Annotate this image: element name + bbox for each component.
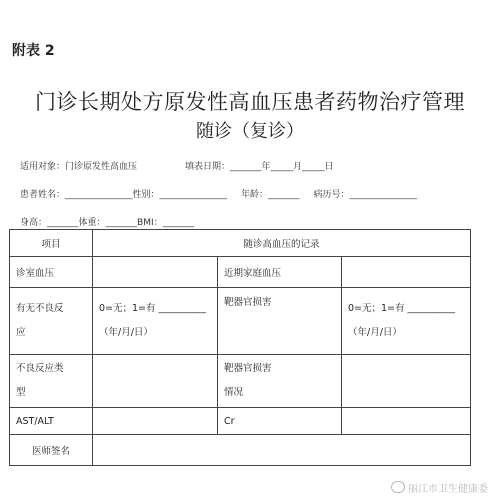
- document-subtitle: 随诊（复诊）: [196, 121, 304, 142]
- ast-alt-label: AST/ALT: [10, 408, 93, 435]
- applicable-field: 适用对象：门诊原发性高血压: [20, 162, 138, 172]
- adverse-reaction-value[interactable]: [93, 288, 218, 355]
- meta-line-1: [20, 159, 334, 172]
- organ-damage-label: 靶器官损害: [218, 288, 342, 355]
- table-row: [10, 408, 471, 435]
- patient-name-field: 患者姓名：_______________: [20, 190, 133, 200]
- watermark: [391, 480, 488, 495]
- watermark-text: 丽江市卫生健康委: [408, 484, 488, 495]
- height-field: 身高：_______: [20, 218, 79, 228]
- clinic-bp-value[interactable]: [93, 257, 218, 288]
- cr-value[interactable]: [342, 408, 471, 435]
- table-row: [10, 435, 471, 466]
- organ-status-label: [218, 355, 342, 408]
- gender-field: 性别：_______________: [132, 190, 228, 200]
- home-bp-value[interactable]: [342, 257, 471, 288]
- header-record: 随诊高血压的记录: [93, 230, 471, 257]
- organ-status-label-line1: 靶器官损害: [224, 363, 272, 374]
- clinic-bp-label: 诊室血压: [10, 257, 93, 288]
- doctor-sign-value[interactable]: [93, 435, 471, 466]
- adverse-choice-line1: 0=无；1=有 __________: [99, 303, 207, 314]
- adverse-type-label-line1: 不良反应类: [16, 363, 64, 374]
- fill-date-field: 填表日期：_______年_____月_____日: [185, 162, 334, 172]
- organ-damage-value[interactable]: [342, 288, 471, 355]
- document-title: 门诊长期处方原发性高血压患者药物治疗管理: [35, 90, 465, 114]
- table-row: [10, 230, 471, 257]
- record-no-field: 病历号：_______________: [313, 190, 418, 200]
- header-item: 项目: [10, 230, 93, 257]
- organ-choice-line2: （年/月/日）: [348, 327, 402, 338]
- adverse-reaction-label-line2: 应: [16, 327, 26, 338]
- organ-status-label-line2: 情况: [224, 387, 244, 398]
- meta-line-2: [20, 187, 417, 200]
- doctor-sign-label: 医师签名: [10, 435, 93, 466]
- home-bp-label: 近期家庭血压: [218, 257, 342, 288]
- ast-alt-value[interactable]: [93, 408, 218, 435]
- table-row: [10, 288, 471, 355]
- appendix-heading: 附表 2: [12, 43, 55, 59]
- adverse-type-value[interactable]: [93, 355, 218, 408]
- weight-field: 体重：_______: [78, 218, 138, 228]
- adverse-choice-line2: （年/月/日）: [99, 327, 153, 338]
- meta-line-3: [20, 215, 194, 228]
- adverse-type-label-line2: 型: [16, 387, 26, 398]
- weibo-icon: [391, 481, 405, 493]
- adverse-reaction-label: [10, 288, 93, 355]
- table-row: [10, 257, 471, 288]
- adverse-reaction-label-line1: 有无不良反: [16, 303, 64, 314]
- followup-table: [9, 229, 471, 466]
- bmi-field: BMI：_______: [137, 218, 195, 228]
- organ-choice-line1: 0=无；1=有 __________: [348, 303, 456, 314]
- table-row: [10, 355, 471, 408]
- organ-status-value[interactable]: [342, 355, 471, 408]
- cr-label: Cr: [218, 408, 342, 435]
- adverse-type-label: [10, 355, 93, 408]
- age-field: 年龄：_______: [241, 190, 300, 200]
